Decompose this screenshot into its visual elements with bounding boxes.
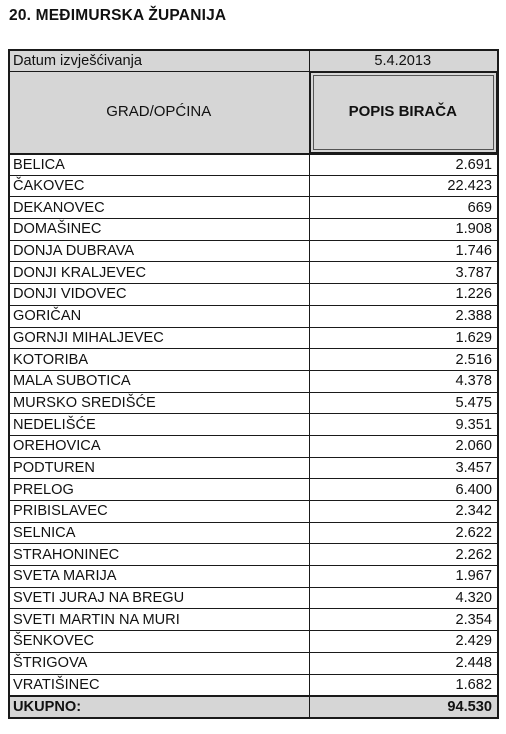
- table-row: [9, 197, 498, 219]
- municipality-name: DONJI VIDOVEC: [9, 284, 309, 306]
- table-row: [9, 175, 498, 197]
- table-row: [9, 240, 498, 262]
- municipality-name: PRELOG: [9, 479, 309, 501]
- voter-count: 2.354: [309, 609, 498, 631]
- table-row: [9, 501, 498, 523]
- municipality-name: PRIBISLAVEC: [9, 501, 309, 523]
- municipality-name: BELICA: [9, 154, 309, 176]
- voter-count: 6.400: [309, 479, 498, 501]
- voter-count: 2.060: [309, 435, 498, 457]
- table-row: [9, 652, 498, 674]
- municipality-name: SELNICA: [9, 522, 309, 544]
- municipality-name: PODTUREN: [9, 457, 309, 479]
- table-row: [9, 479, 498, 501]
- municipality-name: GORIČAN: [9, 305, 309, 327]
- municipality-column-header: GRAD/OPĆINA: [9, 72, 309, 154]
- voter-count: 2.388: [309, 305, 498, 327]
- municipality-name: MALA SUBOTICA: [9, 370, 309, 392]
- table-row: [9, 544, 498, 566]
- table-row: [9, 349, 498, 371]
- voter-count: 1.226: [309, 284, 498, 306]
- table-row: [9, 262, 498, 284]
- voter-count: 9.351: [309, 414, 498, 436]
- voter-count: 5.475: [309, 392, 498, 414]
- municipality-name: MURSKO SREDIŠĆE: [9, 392, 309, 414]
- table-row: [9, 631, 498, 653]
- municipality-name: SVETA MARIJA: [9, 566, 309, 588]
- table-header-row: [9, 72, 498, 154]
- voter-count: 1.682: [309, 674, 498, 696]
- municipality-name: OREHOVICA: [9, 435, 309, 457]
- voter-count: 2.691: [309, 154, 498, 176]
- table-row: [9, 566, 498, 588]
- total-row: [9, 696, 498, 718]
- municipality-name: NEDELIŠĆE: [9, 414, 309, 436]
- municipality-name: DONJI KRALJEVEC: [9, 262, 309, 284]
- table-row: [9, 219, 498, 241]
- table-row: [9, 457, 498, 479]
- table-row: [9, 305, 498, 327]
- municipality-name: GORNJI MIHALJEVEC: [9, 327, 309, 349]
- voter-count: 2.342: [309, 501, 498, 523]
- voter-count: 2.262: [309, 544, 498, 566]
- total-label: UKUPNO:: [9, 696, 309, 718]
- voter-count: 1.629: [309, 327, 498, 349]
- voter-count: 669: [309, 197, 498, 219]
- table-row: [9, 154, 498, 176]
- page-title: 20. MEĐIMURSKA ŽUPANIJA: [9, 7, 227, 24]
- voter-count: 1.746: [309, 240, 498, 262]
- voter-count: 2.448: [309, 652, 498, 674]
- municipality-name: ČAKOVEC: [9, 175, 309, 197]
- voter-count: 22.423: [309, 175, 498, 197]
- table-row: [9, 674, 498, 696]
- voter-count: 1.967: [309, 566, 498, 588]
- voter-count: 2.429: [309, 631, 498, 653]
- municipality-name: KOTORIBA: [9, 349, 309, 371]
- municipality-name: DONJA DUBRAVA: [9, 240, 309, 262]
- table-row: [9, 414, 498, 436]
- voter-count: 2.516: [309, 349, 498, 371]
- voter-count-column-header: POPIS BIRAČA: [309, 72, 498, 154]
- report-date-label: Datum izvješćivanja: [9, 50, 309, 72]
- report-date-row: [9, 50, 498, 72]
- municipality-name: STRAHONINEC: [9, 544, 309, 566]
- table-row: [9, 370, 498, 392]
- municipality-name: VRATIŠINEC: [9, 674, 309, 696]
- table-row: [9, 327, 498, 349]
- voter-count: 2.622: [309, 522, 498, 544]
- table-row: [9, 435, 498, 457]
- table-row: [9, 284, 498, 306]
- report-date-value: 5.4.2013: [309, 50, 498, 72]
- table-row: [9, 587, 498, 609]
- voter-count: 3.457: [309, 457, 498, 479]
- voter-count: 3.787: [309, 262, 498, 284]
- voter-count: 4.378: [309, 370, 498, 392]
- municipality-name: SVETI MARTIN NA MURI: [9, 609, 309, 631]
- municipality-name: SVETI JURAJ NA BREGU: [9, 587, 309, 609]
- municipality-name: DEKANOVEC: [9, 197, 309, 219]
- municipality-name: ŠTRIGOVA: [9, 652, 309, 674]
- table-row: [9, 522, 498, 544]
- voter-count: 1.908: [309, 219, 498, 241]
- voter-count: 4.320: [309, 587, 498, 609]
- voter-register-table: [8, 49, 499, 719]
- municipality-name: DOMAŠINEC: [9, 219, 309, 241]
- total-count: 94.530: [309, 696, 498, 718]
- table-row: [9, 392, 498, 414]
- municipality-name: ŠENKOVEC: [9, 631, 309, 653]
- table-row: [9, 609, 498, 631]
